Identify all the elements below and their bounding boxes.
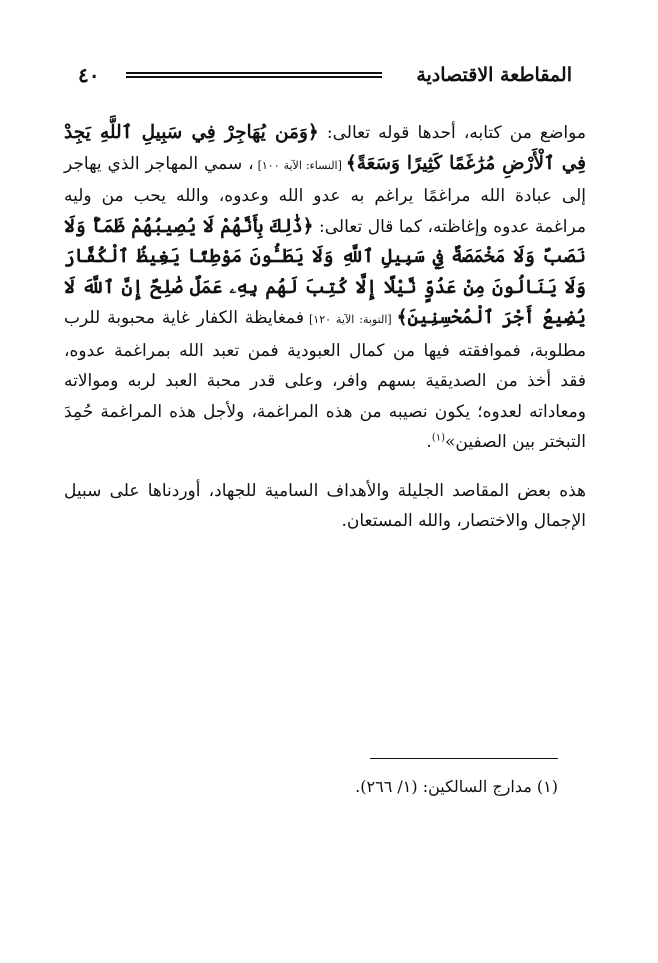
quran-verse-2: ﴿ذَٰلِكَ بِأَنَّهُمْ لَا يُصِيبُهُمْ ظَمَأٌ وَلَا نَصَبٌ وَلَا مَخْمَصَةٌ فِي سَبِيلِ ٱللَّهِ وَلَا يَطَـُٔونَ مَوْطِئًا يَغِيظُ ٱلْكُفَّارَ وَلَا يَنَالُونَ مِنْ عَدُوٍّ نَّيْلًا إِلَّا كُتِبَ لَهُم بِهِۦ عَمَلٌ صَٰلِحٌ إِنَّ ٱللَّهَ لَا يُضِيعُ أَجْرَ ٱلْمُحْسِنِينَ﴾ [64,215,586,328]
paragraph-gap [64,458,586,476]
verse-reference-2: [التوبة: الآية ١٢٠] [303,313,397,326]
paragraph-conclusion: هذه بعض المقاصد الجليلة والأهداف السامية للجهاد، أوردناها على سبيل الإجمال والاختصار، والله المستعان. [64,480,586,531]
text-segment: ، سمي المهاجر الذي يهاجر إلى عبادة الله مراغمًا يراغم به عدو الله وعدوه، والله يحب من وليه مراغمة عدوه وإغاظته، كما قال تعالى: [64,153,586,237]
text-segment: مواضع من كتابه، أحدها قوله تعالى: [318,123,587,143]
quran-verse-1: ﴿وَمَن يُهَاجِرْ فِي سَبِيلِ ٱللَّهِ يَجِدْ فِي ٱلْأَرْضِ مُرَٰغَمًا كَثِيرًا وَسَعَةً﴾ [64,122,587,174]
footnote-separator [370,758,558,759]
page-number: ٤٠ [78,63,100,87]
text-segment: . [426,432,432,452]
text-segment: فمغايظة الكفار غاية محبوبة للرب مطلوبة، فموافقته فيها من كمال العبودية فمن تعبد الله بمراغمة عدوه، فقد أخذ من الصديقية بسهم وافر، وعلى قدر محبة العبد لربه وموالاته ومعاداته لعدوه؛ يكون نصيبه من هذه المراغمة، ولأجل هذه المراغمة حُمِدَ التبختر بين الصفين» [64,308,586,452]
paragraph-quote [64,118,586,458]
page-header [62,58,572,92]
header-double-rule [126,72,382,78]
footnote-marker: (١) [431,432,446,444]
main-text [64,118,586,537]
running-title: المقاطعة الاقتصادية [416,64,572,86]
verse-reference-1: [النساء: الآية ١٠٠] [253,158,346,172]
footnote: (١) مدارج السالكين: (١/ ٢٦٦). [355,777,558,796]
